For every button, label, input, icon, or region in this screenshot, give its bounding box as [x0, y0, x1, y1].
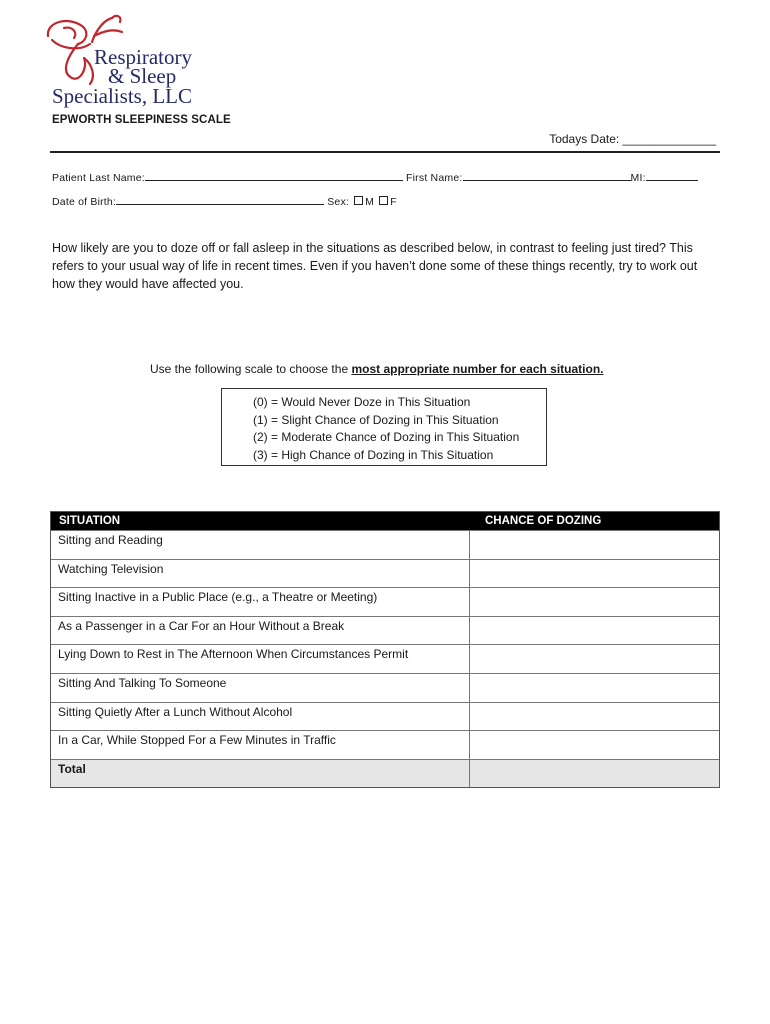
company-logo: [38, 14, 198, 106]
logo-line-3: Specialists, LLC: [52, 84, 192, 108]
total-row: [51, 759, 719, 788]
chance-input-cell[interactable]: [470, 617, 719, 645]
first-name-input[interactable]: [463, 170, 631, 181]
table-row: [51, 702, 719, 731]
dob-input[interactable]: [116, 194, 324, 205]
sex-f-checkbox[interactable]: [379, 196, 388, 205]
table-row: [51, 616, 719, 645]
patient-last-name-input[interactable]: [145, 170, 403, 181]
total-input-cell[interactable]: [470, 760, 719, 788]
situation-cell: Watching Television: [51, 560, 470, 588]
table-row: [51, 730, 719, 759]
situation-cell: In a Car, While Stopped For a Few Minutes in Traffic: [51, 731, 470, 759]
scale-instruction-emphasis: most appropriate number for each situation.: [351, 362, 604, 376]
first-name-label: First Name:: [406, 172, 463, 184]
chance-input-cell[interactable]: [470, 731, 719, 759]
situation-table: [50, 511, 720, 788]
patient-name-row: [52, 170, 698, 184]
situation-column-header: SITUATION: [59, 515, 121, 527]
scale-item-0: (0) = Would Never Doze in This Situation: [253, 395, 471, 409]
situation-cell: Sitting And Talking To Someone: [51, 674, 470, 702]
patient-last-name-label: Patient Last Name:: [52, 172, 145, 184]
dob-label: Date of Birth:: [52, 196, 117, 208]
chance-input-cell[interactable]: [470, 560, 719, 588]
header-divider: [50, 151, 720, 153]
table-row: [51, 644, 719, 673]
chance-input-cell[interactable]: [470, 703, 719, 731]
chance-input-cell[interactable]: [470, 674, 719, 702]
chance-input-cell[interactable]: [470, 531, 719, 559]
sex-label: Sex:: [327, 196, 350, 208]
situation-cell: As a Passenger in a Car For an Hour Without a Break: [51, 617, 470, 645]
chance-input-cell[interactable]: [470, 588, 719, 616]
logo-line-1: Respiratory: [94, 45, 192, 69]
total-label: Total: [51, 760, 470, 788]
form-title: EPWORTH SLEEPINESS SCALE: [52, 114, 231, 126]
table-row: [51, 559, 719, 588]
table-row: [51, 673, 719, 702]
mi-input[interactable]: [646, 170, 698, 181]
scale-legend: [221, 388, 547, 466]
logo-line-2: & Sleep: [108, 64, 177, 88]
sex-m-label: M: [365, 196, 375, 208]
mi-label: MI:: [630, 172, 646, 184]
situation-cell: Lying Down to Rest in The Afternoon When Circumstances Permit: [51, 645, 470, 673]
situation-cell: Sitting and Reading: [51, 531, 470, 559]
dob-sex-row: [52, 194, 397, 208]
scale-item-1: (1) = Slight Chance of Dozing in This Situation: [253, 412, 499, 427]
sex-f-label: F: [390, 196, 397, 208]
todays-date-field[interactable]: Todays Date: ______________: [549, 132, 716, 146]
situation-cell: Sitting Quietly After a Lunch Without Alcohol: [51, 703, 470, 731]
table-header: [51, 512, 719, 530]
scale-item-2: (2) = Moderate Chance of Dozing in This Situation: [253, 430, 520, 444]
chance-input-cell[interactable]: [470, 645, 719, 673]
chance-column-header: CHANCE OF DOZING: [485, 515, 602, 527]
table-row: [51, 587, 719, 616]
scale-instruction: [150, 362, 604, 376]
sex-m-checkbox[interactable]: [354, 196, 363, 205]
scale-item-3: (3) = High Chance of Dozing in This Situation: [253, 447, 494, 462]
instructions-paragraph: How likely are you to doze off or fall asleep in the situations as described below, in contrast to feeling just tired? This refers to your usual way of life in recent times. Even if you haven’t done some of these things recently, try to work out how they would have affected you.: [52, 241, 698, 291]
table-row: [51, 530, 719, 559]
scale-instruction-text: Use the following scale to choose the: [150, 362, 352, 376]
situation-cell: Sitting Inactive in a Public Place (e.g., a Theatre or Meeting): [51, 588, 470, 616]
